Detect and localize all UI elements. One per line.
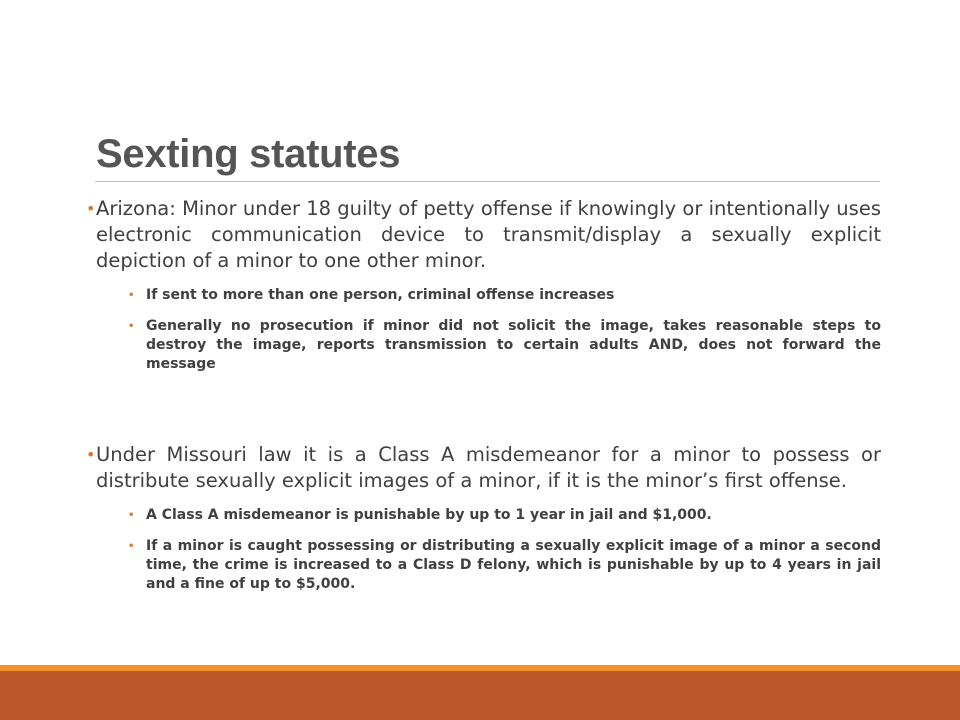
sub-bullet-list-missouri [86,506,881,594]
bullet-arizona-text: Arizona: Minor under 18 guilty of petty offense if knowingly or intentionally uses electronic communication device to transmit/display a sexually explicit depiction of a minor to one other minor. [96,197,881,272]
bullet-group-missouri [86,442,881,606]
sub-bullet-text: If sent to more than one person, criminal offense increases [146,287,615,303]
bullet-dot-icon: • [86,199,96,218]
sub-bullet [128,537,881,594]
sub-bullet-dot-icon: • [128,510,135,521]
title-divider [95,181,880,182]
footer-band [0,671,960,720]
bullet-missouri [86,442,881,494]
bullet-group-arizona [86,196,881,386]
sub-bullet-dot-icon: • [128,541,135,552]
bullet-dot-icon: • [86,445,96,464]
sub-bullet-text: If a minor is caught possessing or distributing a sexually explicit image of a minor a second time, the crime is increased to a Class D felony, which is punishable by up to 4 years in jail and a fine of up to $5,000. [146,538,881,592]
sub-bullet-dot-icon: • [128,290,135,301]
bullet-arizona [86,196,881,274]
sub-bullet-text: Generally no prosecution if minor did not solicit the image, takes reasonable steps to destroy the image, reports transmission to certain adults AND, does not forward the message [146,318,881,372]
sub-bullet-list-arizona [86,286,881,374]
slide-title: Sexting statutes [96,132,401,176]
sub-bullet-dot-icon: • [128,321,135,332]
sub-bullet [128,506,881,525]
sub-bullet [128,286,881,305]
bullet-missouri-text: Under Missouri law it is a Class A misdemeanor for a minor to possess or distribute sexually explicit images of a minor, if it is the minor’s first offense. [96,443,881,492]
sub-bullet [128,317,881,374]
sub-bullet-text: A Class A misdemeanor is punishable by up to 1 year in jail and $1,000. [146,507,712,523]
